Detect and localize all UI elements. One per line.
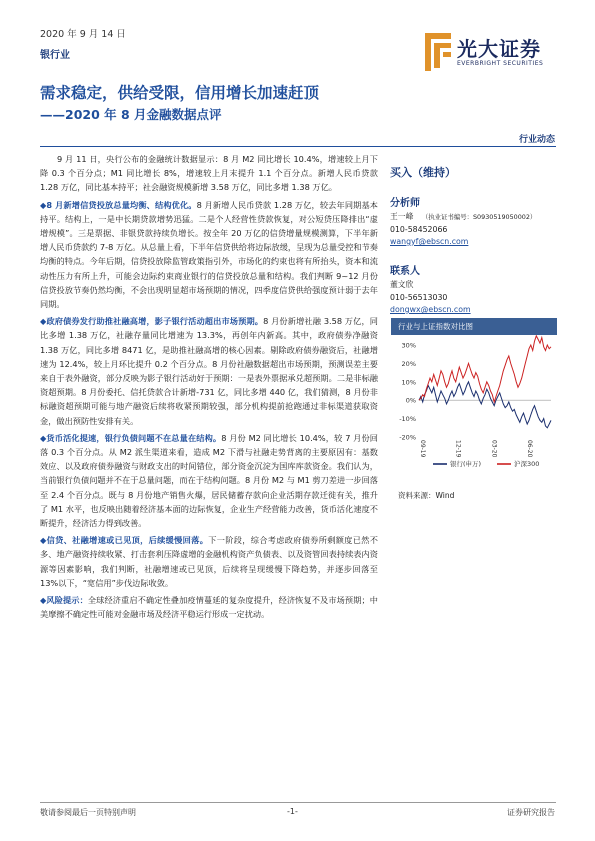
- paragraph-lead: ◆货币活化提速，银行负债问题不在总量在结构。: [40, 432, 222, 443]
- y-tick-label: 20%: [401, 359, 416, 368]
- analyst-heading: 分析师: [390, 198, 420, 209]
- chart-title: 行业与上证指数对比图: [391, 318, 557, 335]
- chart-source: 资料来源：Wind: [398, 491, 455, 500]
- legend-label: 银行(申万): [450, 460, 482, 468]
- y-tick-label: -10%: [399, 415, 416, 424]
- paragraph-text: 9 月 11 日，央行公布的金融统计数据显示：8 月 M2 同比增长 10.4%，增速较上月下降 0.3 个百分点；M1 同比增长 8%，增速较上月末提升 1.1 个百分点。新增人民币贷款 1.28 万亿，同比基本持平；社会融资规模新增 3.58 万亿，同比多增 1.38 万亿。: [40, 154, 378, 193]
- paragraph-lead: ◆风险提示：: [40, 595, 88, 606]
- contact-email-link[interactable]: dongwx@ebscn.com: [390, 305, 471, 314]
- contact-phone: 010-56513030: [390, 293, 448, 302]
- footer-report-label: 证券研究报告: [507, 808, 555, 817]
- chart-svg: [391, 335, 557, 472]
- footer-divider: [40, 802, 556, 803]
- paragraph-lead: ◆8 月新增信贷投放总量均衡、结构优化。: [40, 199, 197, 210]
- analyst-email-link[interactable]: wangyf@ebscn.com: [390, 237, 469, 246]
- report-type: 行业动态: [519, 135, 556, 145]
- page-number: -1-: [287, 807, 298, 816]
- series-line: [419, 336, 551, 402]
- analyst-cert: （执业证书编号：S0930519050002）: [421, 213, 537, 221]
- footer-disclaimer: 敬请参阅最后一页特别声明: [40, 808, 136, 817]
- x-tick-label: 06-20: [526, 440, 534, 458]
- rating-label: 买入（维持）: [390, 166, 456, 179]
- x-tick-label: 09-19: [419, 440, 426, 458]
- everbright-logo: [425, 31, 560, 75]
- analyst-name: 王一峰: [390, 212, 414, 221]
- paragraph-text: 8 月份新增社融 3.58 万亿，同比多增 1.38 万亿，社融存量同比增速为 13.3%，再创年内新高。其中，政府债券净融资 1.38 万亿，同比多增 8471 亿，是助推社融高增的核心因素。剔除政府债券融资后，社融增速为 12.4%，较上月环比提升 0.2 个百分点。8 月份社融数据超出市场预期，预测误差主要来自于表外融资，部分反映为影子银行活动好于预期：一是表外票据承兑超预期。二是非标融资超预期。8 月份委托、信托贷款合计新增-731 亿，同比多增 440 亿，我们猜测，8 月份非标融资超预期可能与地产融资后续将收紧预期较强，部分机构提前抢跑通过非标渠道获取资金，做出预防性安排有关。: [40, 316, 378, 426]
- paragraph-lead: ◆信贷、社融增速或已见顶，后续缓慢回落。: [40, 535, 209, 546]
- contact-heading: 联系人: [390, 266, 420, 277]
- report-title: 需求稳定，供给受限，信用增长加速赶顶: [40, 84, 320, 102]
- x-tick-label: 12-19: [454, 440, 462, 458]
- x-tick-label: 03-20: [490, 440, 498, 458]
- logo-mark-icon: [425, 33, 453, 71]
- body-paragraph: [40, 593, 378, 621]
- paragraph-text: 下一阶段，综合考虑政府债券所剩额度已然不多、地产融资持续收紧、打击套利压降虚增的金融机构资产负债表、以及资管回表持续表内资源等因素影响，我们判断，社融增速或已见顶，后续将呈现缓慢下降趋势，并逐步回落至 13%以下，“宽信用”步伐边际收敛。: [40, 535, 378, 588]
- sector-label: 银行业: [40, 50, 70, 61]
- paragraph-lead: ◆政府债券发行助推社融高增，影子银行活动超出市场预期。: [40, 316, 264, 327]
- y-tick-label: -20%: [399, 433, 416, 442]
- legend-label: 沪深300: [514, 460, 540, 468]
- report-subtitle: ——2020 年 8 月金融数据点评: [40, 107, 222, 122]
- header-divider: [40, 146, 556, 147]
- logo-en-text: EVERBRIGHT SECURITIES: [457, 60, 544, 67]
- analyst-phone: 010-58452066: [390, 225, 448, 234]
- body-column: [40, 152, 378, 622]
- body-paragraph: [40, 314, 378, 428]
- body-paragraph: [40, 152, 378, 195]
- comparison-chart: [391, 318, 557, 472]
- y-tick-label: 30%: [401, 341, 416, 350]
- contact-name: 董文欣: [390, 280, 414, 289]
- y-tick-label: 0%: [405, 396, 416, 405]
- paragraph-text: 全球经济重启不确定性叠加疫情蔓延的复杂度提升，经济恢复不及市场预期；中美摩擦不确定性可能对金融市场及经济平稳运行形成一定扰动。: [40, 595, 378, 620]
- paragraph-text: 8 月份 M2 同比增长 10.4%，较 7 月份回落 0.3 个百分点。从 M2 派生渠道来看，造成 M2 下滑与社融走势背离的主要原因有：基数效应、以及政府债券融资与财政支出的时间错位，部分资金沉淀为国库库款资金。我们认为，当前银行负债问题并不在于总量问题，而在于结构问题。8 月份 M2 与 M1 剪刀差进一步回落至 2.4 个百分点。既与 8 月份地产销售火爆，居民储蓄存款向企业活期存款迁徙有关，推升了 M1 水平，也反映出随着经济基本面的边际恢复，企业生产经营能力改善，货币活化速度不断提升，经济活力得到改善。: [40, 432, 378, 529]
- body-paragraph: [40, 198, 378, 312]
- body-paragraph: [40, 533, 378, 590]
- paragraph-text: 8 月新增人民币贷款 1.28 万亿，较去年同期基本持平。结构上，一是中长期贷款增势迅猛。二是个人经营性贷款恢复，对公短贷压降排出“虚增规模”。三是票据、非银贷款持续负增长。按全年 20 万亿的信贷增量规模测算，下半年新增人民币贷款约 7-8 万亿。从总量上看，下半年信贷供给将边际放缓，呈现为总量受控和节奏均衡的特点。今年后期，信贷投放除监管政策指引外，市场化的约束也将有所抬头，资本和流动性压力有所上升，可能会边际约束商业银行的信贷投放总量和结构。我们判断 9~12 月份信贷投放节奏仍然均衡，不会出现明显超市场预期的情况，四季度信贷供给强度预计弱于去年同期。: [40, 199, 378, 310]
- body-paragraph: [40, 431, 378, 530]
- analyst-line: [390, 211, 558, 223]
- report-date: 2020 年 9 月 14 日: [40, 29, 126, 40]
- y-tick-label: 10%: [401, 378, 416, 387]
- logo-cn-text: 光大证券: [457, 37, 541, 61]
